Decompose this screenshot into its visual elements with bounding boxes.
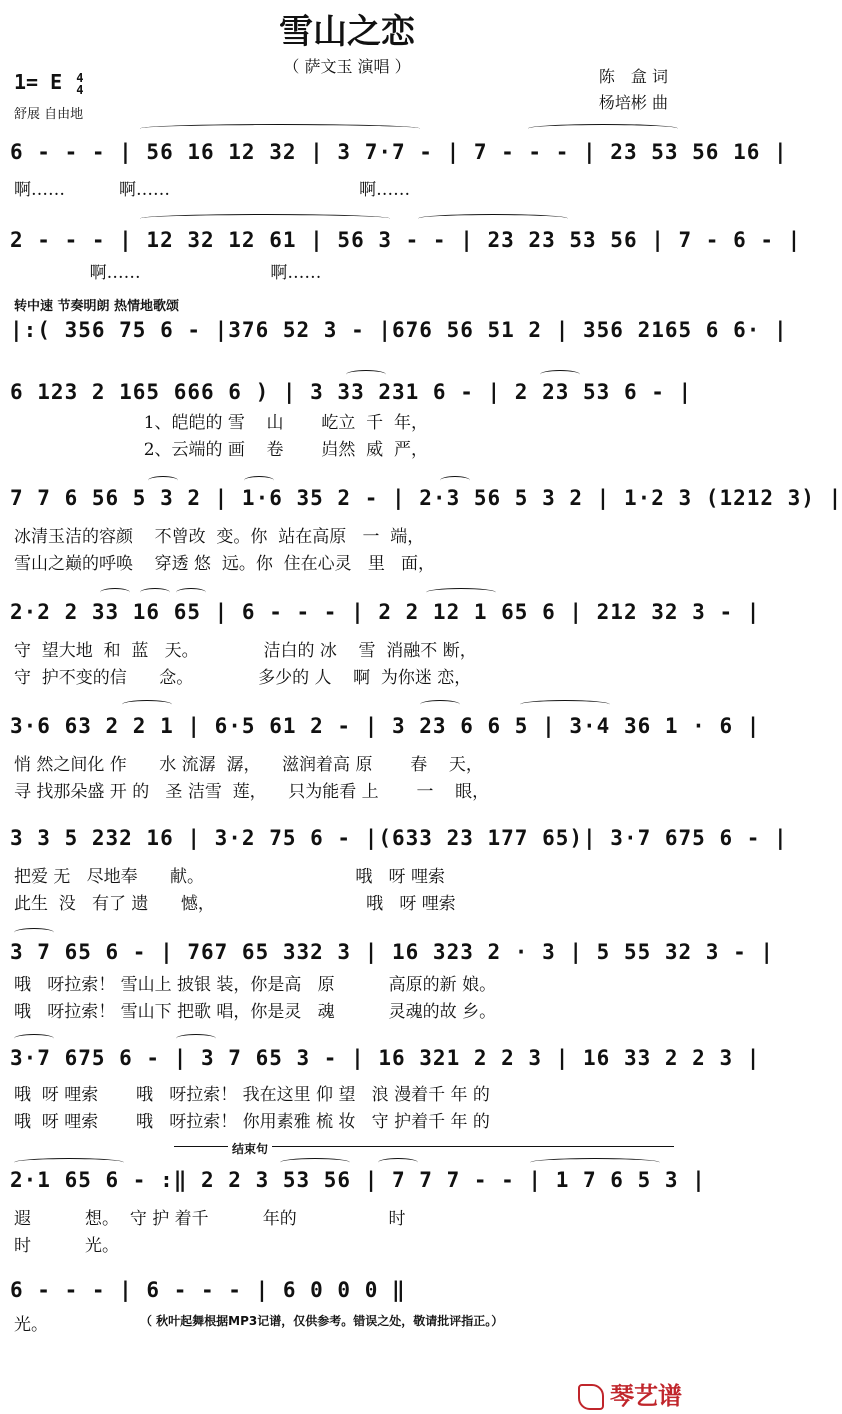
lyric-row-9a: 哦 呀拉索！ 雪山上 披银 装，你是高 原 高原的新 娘。 [14, 975, 497, 995]
meter-top: 4 [76, 70, 84, 85]
notation-row-5: 7 7 6 56 5 3 2 | 1·6 35 2 - | 2·3 56 5 3 2 | 1·2 3 (1212 3) | [10, 486, 842, 510]
slur [440, 476, 470, 485]
slur [378, 1158, 418, 1167]
notation-row-10: 3·7 675 6 - | 3 7 65 3 - | 16 321 2 2 3 | 16 33 2 2 3 | [10, 1046, 761, 1070]
notation-row-11: 2·1 65 6 - :‖ 2 2 3 53 56 | 7 7 7 - - | 1 7 6 5 3 | [10, 1168, 706, 1192]
notation-row-4: 6 123 2 165 666 6 ) | 3 33 231 6 - | 2 23 53 6 - | [10, 380, 693, 404]
site-logo [578, 1376, 682, 1411]
slur [14, 1034, 54, 1043]
notation-row-3: |:( 356 75 6 - |376 52 3 - |676 56 51 2 | 356 2165 6 6· | [10, 318, 788, 342]
lyricist-credit: 陈 盒 词 [598, 67, 668, 86]
notation-row-12: 6 - - - | 6 - - - | 6 0 0 0 ‖ [10, 1278, 406, 1302]
slur [176, 1034, 216, 1043]
notation-row-9: 3 7 65 6 - | 767 65 332 3 | 16 323 2 · 3 | 5 55 32 3 - | [10, 940, 775, 964]
logo-text: 琴艺谱 [610, 1382, 682, 1410]
time-signature [76, 72, 83, 96]
lyric-row-10b: 哦 呀 哩索 哦 呀拉索！ 你用素雅 梳 妆 守 护着千 年 的 [14, 1112, 490, 1132]
slur [418, 214, 568, 223]
tempo-marking: 舒展 自由地 [14, 107, 84, 122]
transcription-note: （ 秋叶起舞根据MP3记谱，仅供参考。错误之处，敬请批评指正。） [140, 1314, 504, 1328]
lyric-row-5b: 雪山之巅的呼唤 穿透 悠 远。你 住在心灵 里 面， [14, 554, 436, 574]
lyric-row-11b: 时 光。 [14, 1236, 120, 1256]
slur [140, 214, 390, 223]
authors-credit [599, 64, 668, 116]
slur [140, 124, 420, 133]
ending-label: 结束句 [228, 1140, 272, 1157]
lyric-row-4a: 1、皑皑的 雪 山 屹立 千 年， [14, 413, 428, 433]
notation-row-2: 2 - - - | 12 32 12 61 | 56 3 - - | 23 23 53 56 | 7 - 6 - | [10, 228, 802, 252]
slur [100, 588, 130, 597]
notation-row-8: 3 3 5 232 16 | 3·2 75 6 - |(633 23 177 65)| 3·7 675 6 - | [10, 826, 788, 850]
slur [122, 700, 172, 709]
lyric-row-7b: 寻 找那朵盛 开 的 圣 洁雪 莲， 只为能看 上 一 眼， [14, 782, 490, 802]
lyric-row-5a: 冰清玉洁的容颜 不曾改 变。你 站在高原 一 端， [14, 527, 425, 547]
composer-credit: 杨培彬 曲 [598, 93, 668, 112]
song-title: 雪山之恋 [279, 12, 415, 52]
meter-bottom: 4 [76, 82, 84, 97]
slur [520, 700, 610, 709]
lyric-row-11a: 遐 想。 守 护 着千 年的 时 [14, 1209, 406, 1229]
slur [346, 370, 386, 379]
key-label: 1= E [14, 70, 63, 94]
notation-row-7: 3·6 63 2 2 1 | 6·5 61 2 - | 3 23 6 6 5 | 3·4 36 1 · 6 | [10, 714, 761, 738]
slur [540, 370, 580, 379]
lyric-row-2: 啊…… 啊…… [14, 263, 322, 283]
slur [426, 588, 496, 597]
lyric-row-7a: 悄 然之间化 作 水 流潺 潺， 滋润着高 原 春 天， [14, 755, 483, 775]
lyric-row-1: 啊…… 啊…… 啊…… [14, 180, 411, 200]
slur [420, 700, 460, 709]
lyric-row-12: 光。 [14, 1315, 48, 1335]
notation-row-1: 6 - - - | 56 16 12 32 | 3 7·7 - | 7 - - - | 23 53 56 16 | [10, 140, 788, 164]
lyric-row-4b: 2、云端的 画 卷 岿然 威 严， [14, 440, 428, 460]
logo-icon [578, 1384, 604, 1410]
slur [530, 1158, 660, 1167]
slur [244, 476, 274, 485]
slur [280, 1158, 350, 1167]
slur [14, 928, 54, 937]
lyric-row-9b: 哦 呀拉索！ 雪山下 把歌 唱，你是灵 魂 灵魂的故 乡。 [14, 1002, 497, 1022]
slur [148, 476, 178, 485]
lyric-row-8b: 此生 没 有了 遗 憾， 哦 呀 哩索 [14, 894, 456, 914]
lyric-row-10a: 哦 呀 哩索 哦 呀拉索！ 我在这里 仰 望 浪 漫着千 年 的 [14, 1085, 490, 1105]
section-marker: 转中速 节奏明朗 热情地歌颂 [14, 299, 180, 314]
lyric-row-8a: 把爱 无 尽地奉 献。 哦 呀 哩索 [14, 867, 445, 887]
slur [176, 588, 206, 597]
slur [528, 124, 678, 133]
slur [140, 588, 170, 597]
singer-credit: （ 萨文玉 演唱 ） [283, 57, 411, 76]
lyric-row-6b: 守 护不变的信 念。 多少的 人 啊 为你迷 恋， [14, 668, 472, 688]
lyric-row-6a: 守 望大地 和 蓝 天。 洁白的 冰 雪 消融不 断， [14, 641, 477, 661]
slur [14, 1158, 124, 1167]
notation-row-6: 2·2 2 33 16 65 | 6 - - - | 2 2 12 1 65 6 | 212 32 3 - | [10, 600, 761, 624]
key-signature [14, 70, 83, 96]
